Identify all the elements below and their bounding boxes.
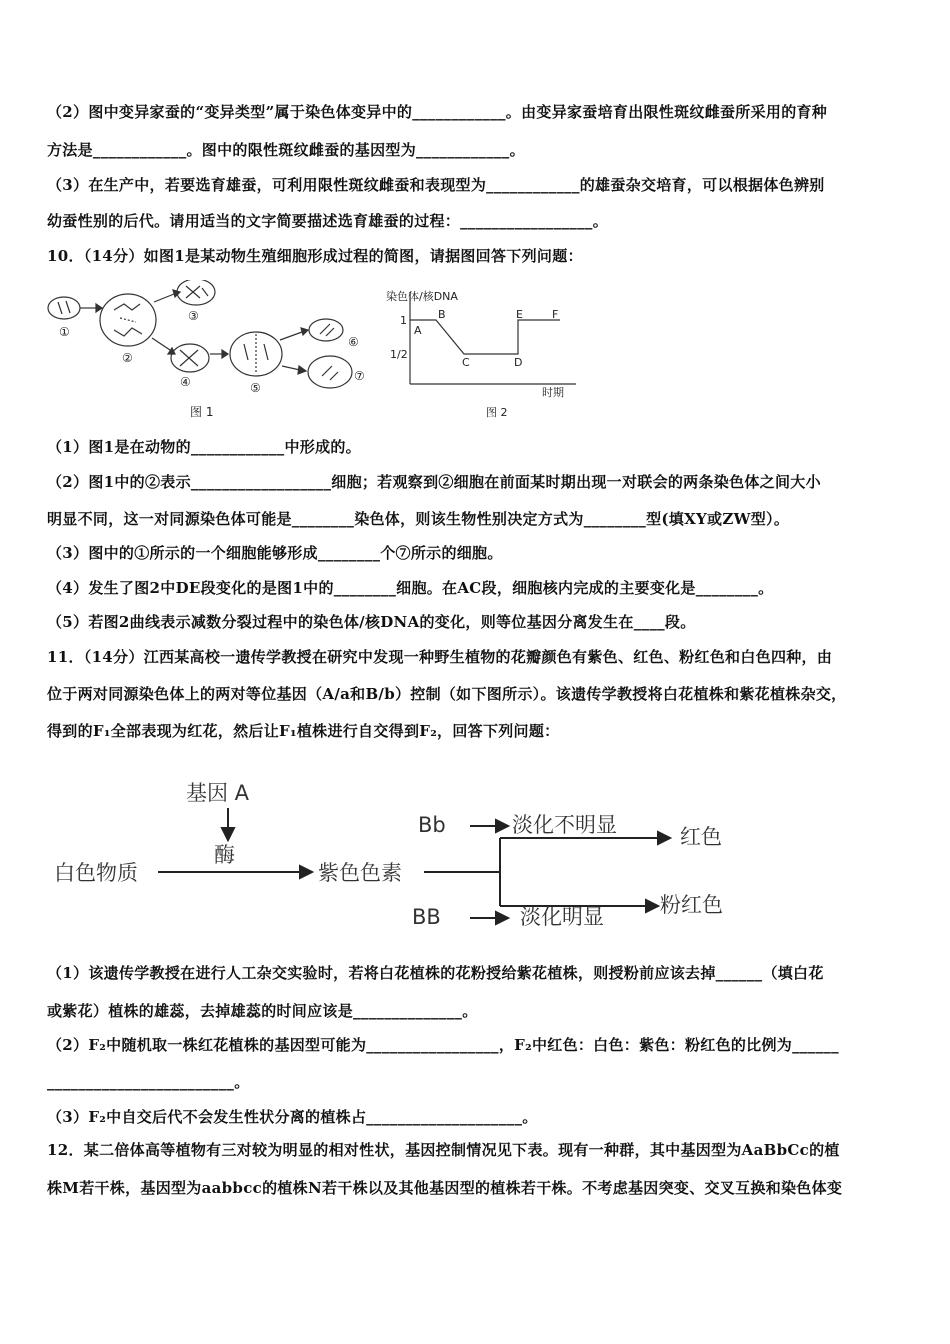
red-label: 红色	[680, 825, 722, 849]
label-3: ③	[188, 309, 199, 323]
label-4: ④	[180, 375, 191, 389]
bb-heterozygous-label: Bb	[418, 813, 446, 837]
point-A: A	[414, 324, 422, 337]
label-2: ②	[122, 351, 133, 365]
purple-pigment-label: 紫色色素	[318, 861, 402, 885]
q11-part1-line1: （1）该遗传学教授在进行人工杂交实验时，若将白花植株的花粉授给紫花植株，则授粉前应该去掉______（填白花	[47, 964, 824, 982]
q10-part1: （1）图1是在动物的____________中形成的。	[47, 438, 361, 456]
figure3-pigment-pathway	[40, 770, 760, 940]
white-substance-label: 白色物质	[54, 861, 138, 885]
gene-a-label: 基因 A	[186, 781, 250, 805]
q11-stem-line2: 位于两对同源染色体上的两对等位基因（A/a和B/b）控制（如下图所示）。该遗传学教授将白花植株和紫花植株杂交，	[47, 685, 847, 703]
q11-part3: （3）F₂中自交后代不会发生性状分离的植株占____________________。	[47, 1108, 538, 1126]
point-E: E	[516, 308, 523, 321]
q9-part3-line2: 幼蚕性别的后代。请用适当的文字简要描述选育雄蚕的过程：_________________。	[47, 212, 609, 230]
q9-part2-line1: （2）图中变异家蚕的“变异类型”属于染色体变异中的____________。由变异家蚕培育出限性斑纹雌蚕所采用的育种	[47, 103, 828, 121]
cell-1	[48, 297, 80, 319]
point-B: B	[438, 308, 446, 321]
bb-homozygous-label: BB	[412, 905, 441, 929]
q9-part3-line1: （3）在生产中，若要选育雄蚕，可利用限性斑纹雌蚕和表现型为____________的雄蚕杂交培育，可以根据体色辨别	[47, 176, 825, 194]
q11-part2-line1: （2）F₂中随机取一株红花植株的基因型可能为_________________，F₂中红色：白色：紫色：粉红色的比例为______	[47, 1036, 839, 1054]
q10-stem: 10．（14分）如图1是某动物生殖细胞形成过程的简图，请据图回答下列问题：	[47, 247, 583, 265]
cell-4	[171, 344, 209, 372]
weak-fade-label: 淡化不明显	[512, 813, 617, 837]
figure1-caption: 图 1	[190, 405, 214, 419]
ratio-curve	[410, 320, 560, 354]
figure2-ratio-chart	[370, 280, 590, 422]
q10-part3: （3）图中的①所示的一个细胞能够形成________个⑦所示的细胞。	[47, 544, 503, 562]
label-5: ⑤	[250, 381, 261, 395]
q12-stem-line2: 株M若干株，基因型为aabbcc的植株N若干株以及其他基因型的植株若干株。不考虑基因突变、交叉互换和染色体变	[47, 1179, 843, 1197]
cell-7	[308, 356, 352, 388]
y-tick-1: 1	[400, 314, 407, 327]
label-7: ⑦	[354, 369, 365, 383]
q10-part2-line2: 明显不同，这一对同源染色体可能是________染色体，则该生物性别决定方式为________型(填XY或ZW型）。	[47, 510, 790, 528]
q11-stem-line1: 11．（14分）江西某高校一遗传学教授在研究中发现一种野生植物的花瓣颜色有紫色、红色、粉红色和白色四种，由	[47, 648, 833, 666]
q10-part2-line1: （2）图1中的②表示__________________细胞；若观察到②细胞在前面某时期出现一对联会的两条染色体之间大小	[47, 473, 821, 491]
point-D: D	[514, 356, 523, 369]
q9-part2-line2: 方法是____________。图中的限性斑纹雌蚕的基因型为____________。	[47, 141, 525, 159]
pink-label: 粉红色	[660, 893, 723, 917]
q12-stem-line1: 12．某二倍体高等植物有三对较为明显的相对性状，基因控制情况见下表。现有一种群，其中基因型为AaBbCc的植	[47, 1141, 840, 1159]
x-axis-label: 时期	[542, 386, 564, 399]
label-1: ①	[59, 325, 70, 339]
cell-6	[309, 319, 343, 341]
q11-stem-line3: 得到的F₁全部表现为红花，然后让F₁植株进行自交得到F₂，回答下列问题：	[47, 722, 560, 740]
figure1-cell-diagram	[40, 280, 370, 422]
enzyme-label: 酶	[214, 843, 235, 867]
q10-part5: （5）若图2曲线表示减数分裂过程中的染色体/核DNA的变化，则等位基因分离发生在____段。	[47, 613, 696, 631]
strong-fade-label: 淡化明显	[520, 905, 604, 929]
point-F: F	[552, 308, 559, 321]
label-6: ⑥	[348, 335, 359, 349]
y-axis-label: 染色体/核DNA	[386, 290, 458, 303]
q11-part2-line2: ________________________。	[47, 1073, 250, 1091]
figure2-caption: 图 2	[486, 406, 508, 419]
q10-part4: （4）发生了图2中DE段变化的是图1中的________细胞。在AC段，细胞核内完成的主要变化是________。	[47, 579, 774, 597]
y-tick-half: 1/2	[390, 348, 408, 361]
q11-part1-line2: 或紫花）植株的雄蕊，去掉雄蕊的时间应该是______________。	[47, 1002, 478, 1020]
point-C: C	[462, 356, 470, 369]
cell-3	[177, 280, 215, 305]
